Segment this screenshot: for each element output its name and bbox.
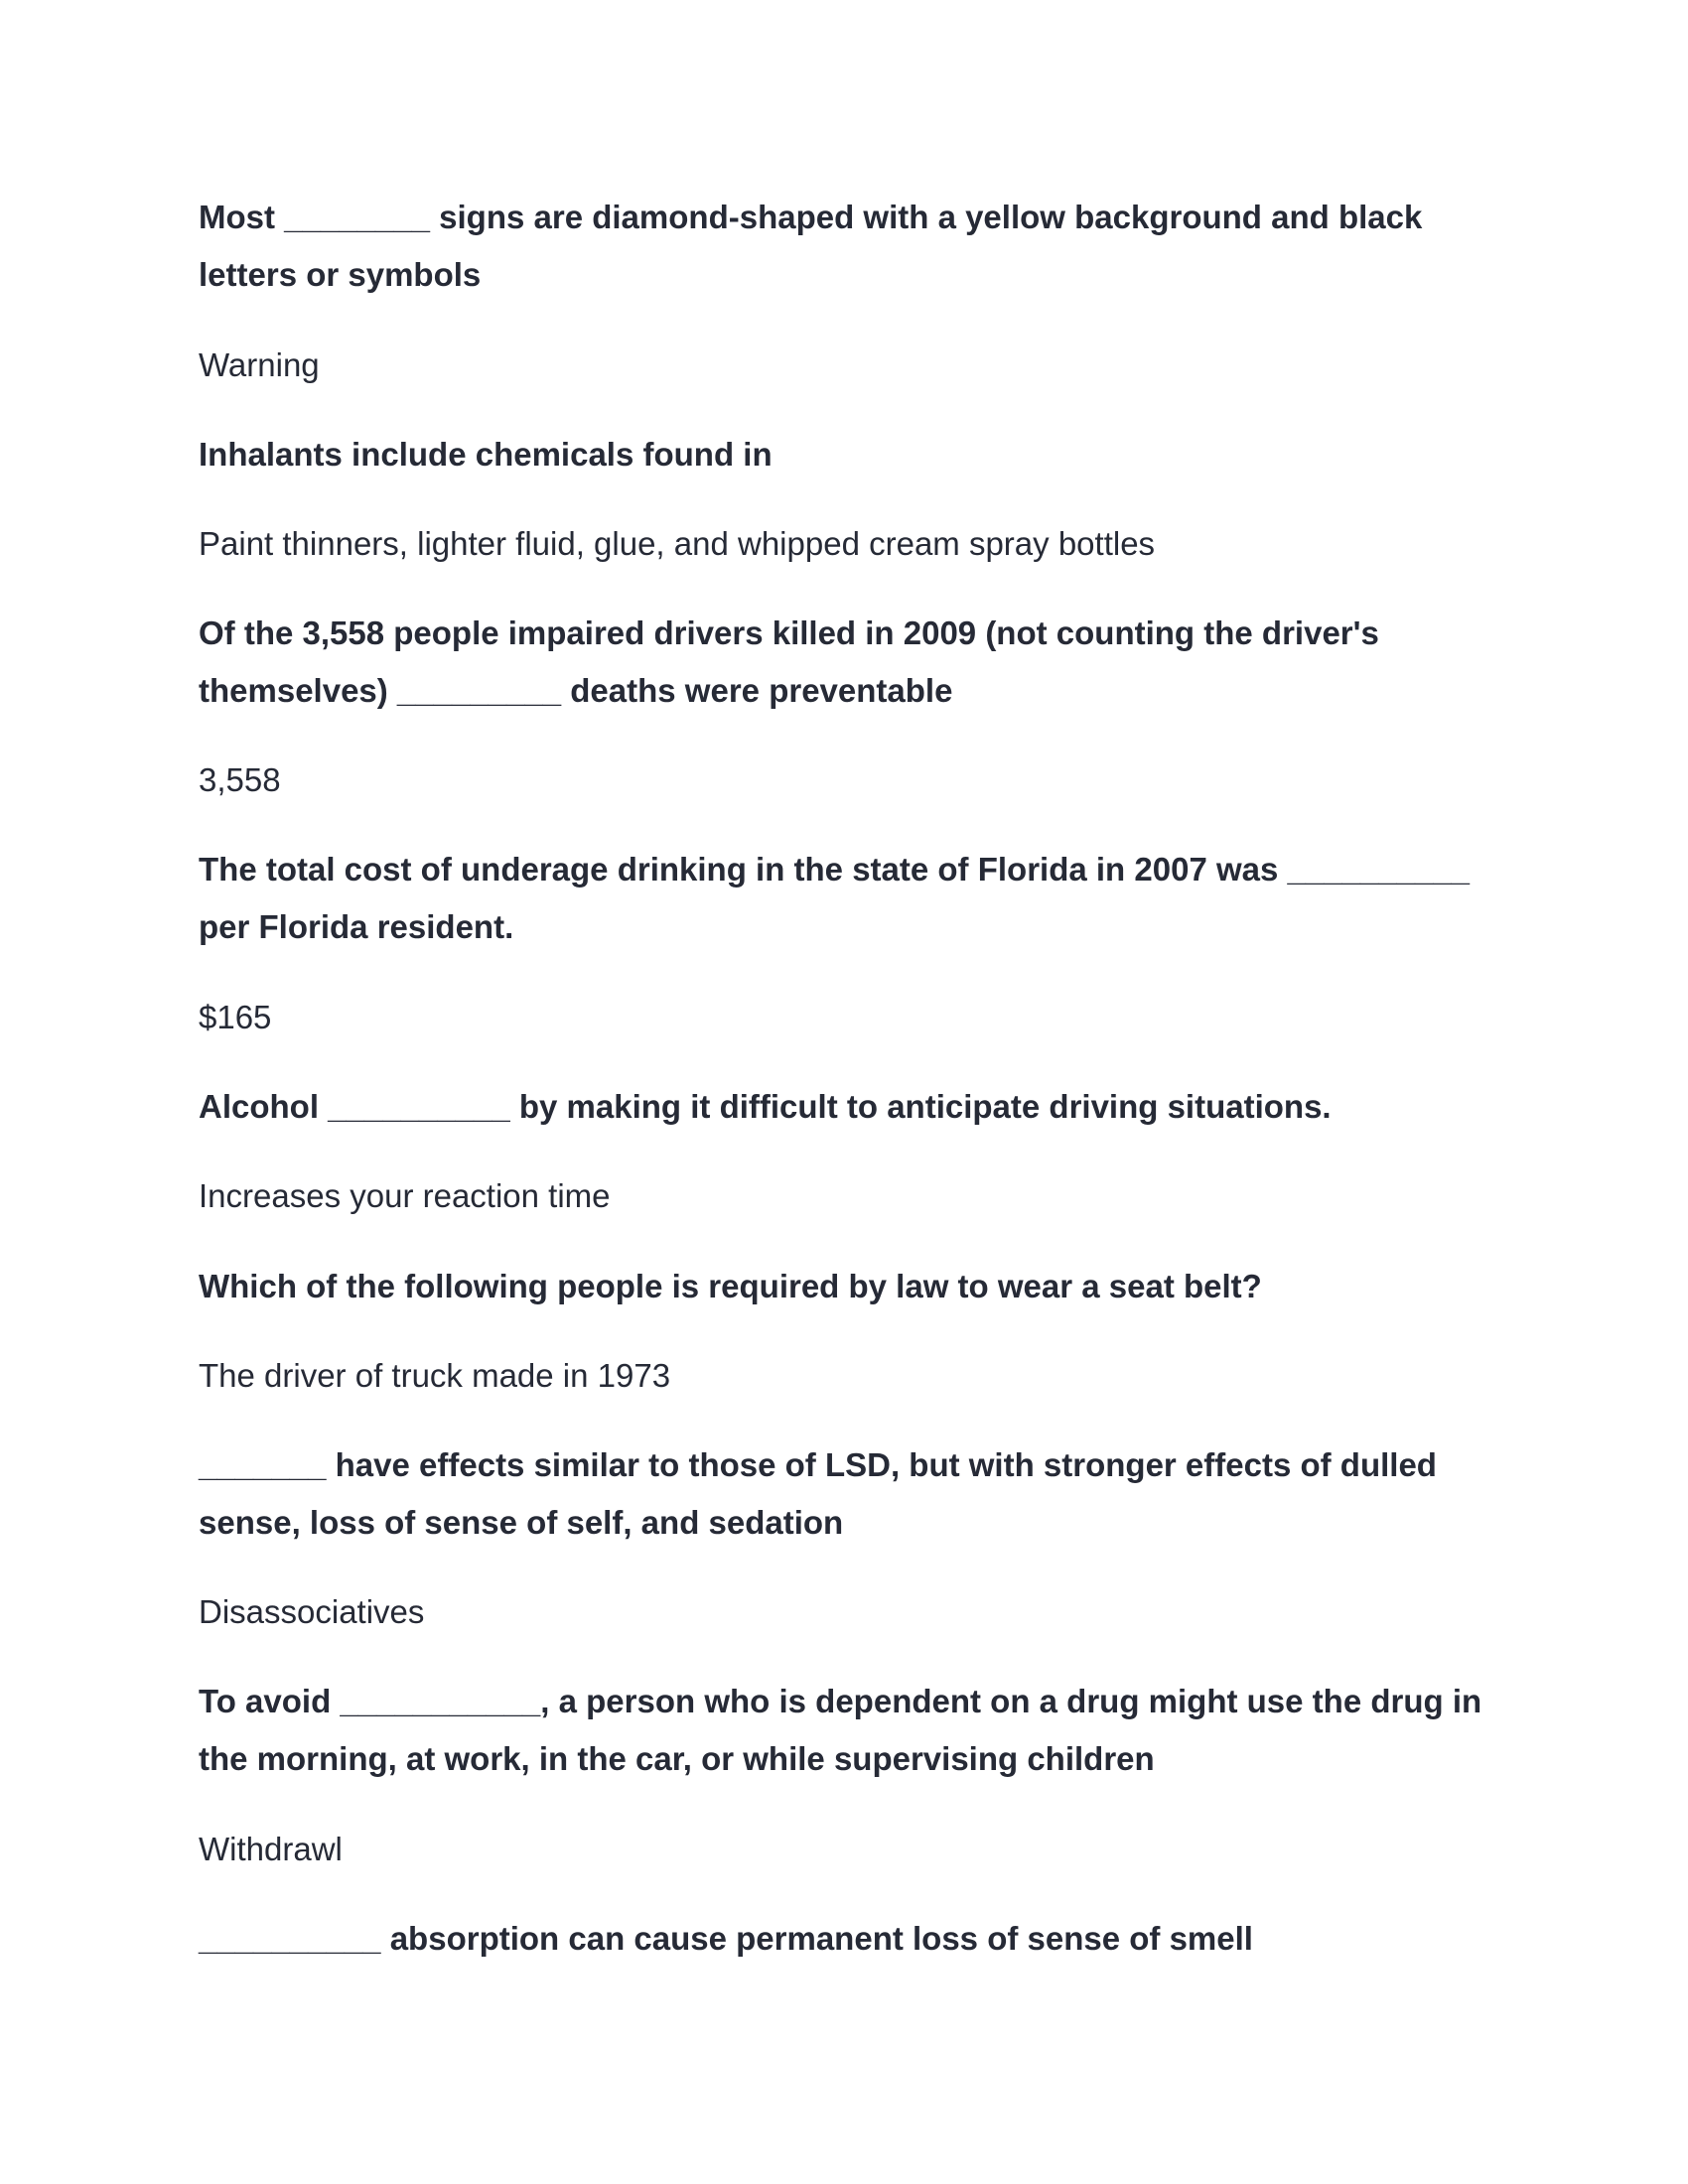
answer-text: 3,558 (199, 761, 281, 798)
answer-text: Paint thinners, lighter fluid, glue, and whipped cream spray bottles (199, 525, 1156, 562)
answer-text: Warning (199, 346, 320, 383)
answer-text: The driver of truck made in 1973 (199, 1357, 671, 1394)
question-text: Which of the following people is required by law to wear a seat belt? (199, 1268, 1262, 1304)
question-text: The total cost of underage drinking in the state of Florida in 2007 was __________ per Florida resident. (199, 851, 1471, 945)
question-text: Of the 3,558 people impaired drivers killed in 2009 (not counting the driver's themselves) _________ deaths were preventable (199, 614, 1379, 709)
question-text: Inhalants include chemicals found in (199, 436, 773, 473)
question-text: __________ absorption can cause permanent loss of sense of smell (199, 1920, 1253, 1957)
answer-text: $165 (199, 999, 272, 1035)
answer-text: Increases your reaction time (199, 1177, 611, 1214)
answer-text: Disassociatives (199, 1593, 425, 1630)
answer-text: Withdrawl (199, 1831, 343, 1867)
question-text: Alcohol __________ by making it difficult to anticipate driving situations. (199, 1088, 1332, 1125)
question-text: Most ________ signs are diamond-shaped with a yellow background and black letters or symbols (199, 199, 1423, 293)
question-text: To avoid ___________, a person who is dependent on a drug might use the drug in the morning, at work, in the car, or while supervising children (199, 1683, 1482, 1777)
question-text: _______ have effects similar to those of LSD, but with stronger effects of dulled sense, loss of sense of self, and sedation (199, 1446, 1437, 1541)
